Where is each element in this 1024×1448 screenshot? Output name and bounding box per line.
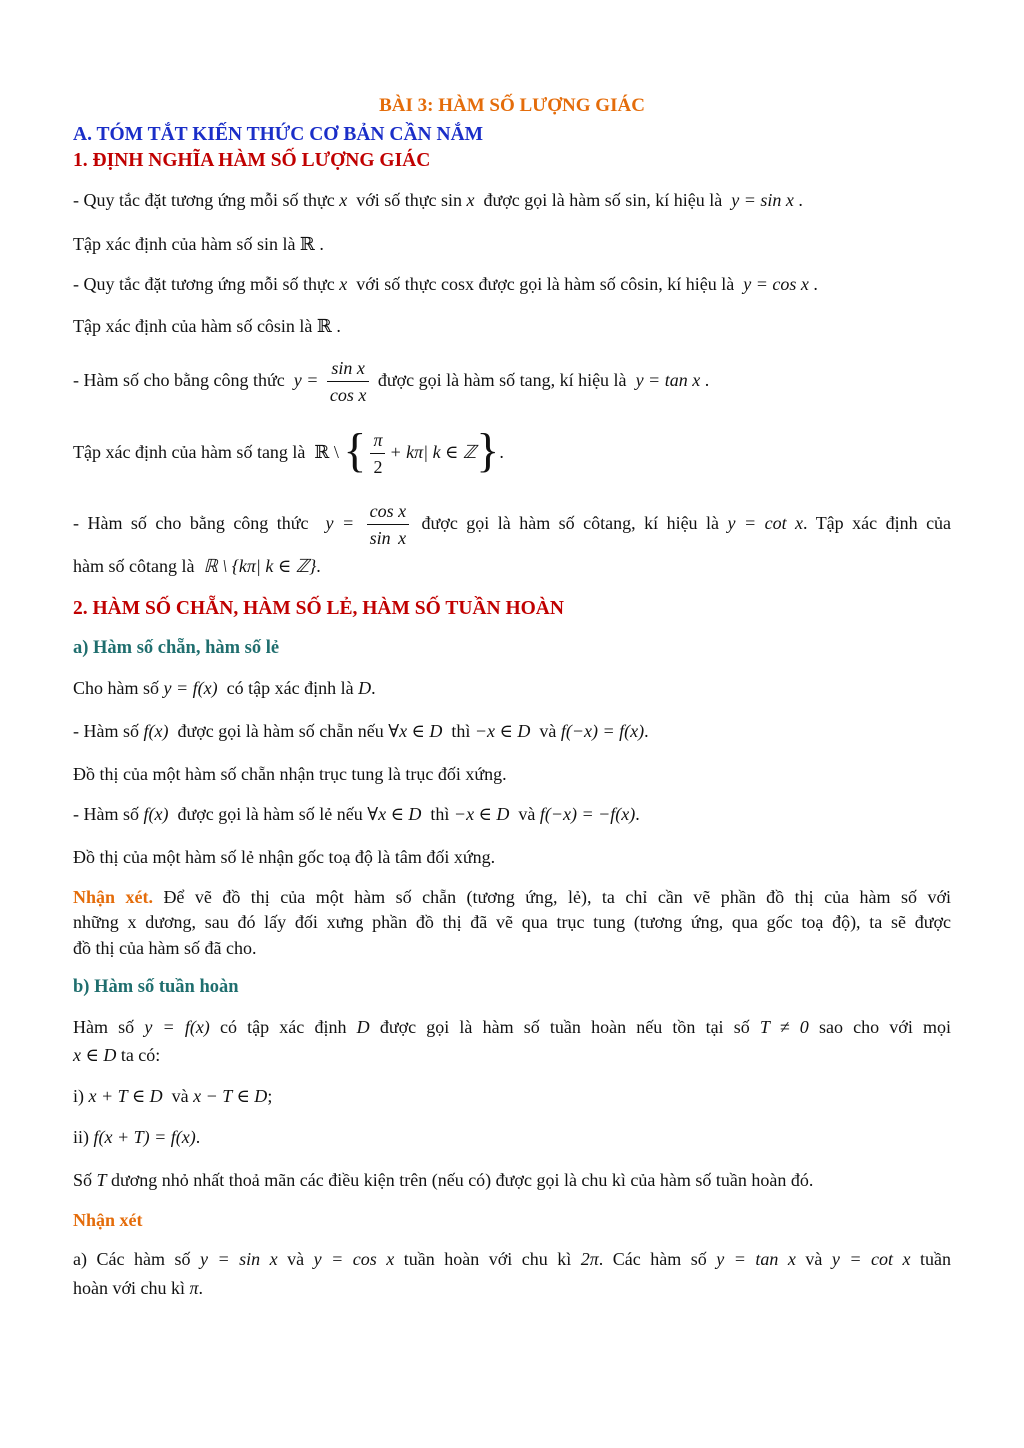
cos-definition: - Quy tắc đặt tương ứng mỗi số thực x với số thực cosx được gọi là hàm số côsin, kí hiệu là y = cos x . <box>73 274 818 294</box>
section-2-heading: 2. HÀM SỐ CHẴN, HÀM SỐ LẺ, HÀM SỐ TUẦN HOÀN <box>73 598 564 619</box>
tan-fraction: $\frac{\text{sin x}}{\text{cos x}}$ <box>327 358 369 406</box>
cos-domain: Tập xác định của hàm số côsin là ℝ . <box>73 316 341 336</box>
section-a-heading: A. TÓM TẮT KIẾN THỨC CƠ BẢN CẦN NẮM <box>73 124 484 145</box>
condition-ii: ii) f(x + T) = f(x). <box>73 1127 201 1147</box>
even-definition: - Hàm số f(x) được gọi là hàm số chẵn nếu ∀x ∈ D thì −x ∈ D và f(−x) = f(x). <box>73 721 649 741</box>
cot-fraction: $\frac{\text{cos x}}{\text{sin x}}$ <box>367 501 409 549</box>
sin-domain: Tập xác định của hàm số sin là ℝ . <box>73 234 324 254</box>
subsection-b-heading: b) Hàm số tuần hoàn <box>73 977 239 997</box>
odd-definition: - Hàm số f(x) được gọi là hàm số lẻ nếu ∀x ∈ D thì −x ∈ D và f(−x) = −f(x). <box>73 804 640 824</box>
odd-graph-note: Đồ thị của một hàm số lẻ nhận gốc toạ độ là tâm đối xứng. <box>73 847 496 867</box>
even-graph-note: Đồ thị của một hàm số chẵn nhận trục tung là trục đối xứng. <box>73 764 507 784</box>
condition-i: i) x + T ∈ D và x − T ∈ D; <box>73 1086 273 1106</box>
cot-formula: y = cot x <box>727 513 804 533</box>
period-definition: Số T dương nhỏ nhất thoả mãn các điều kiện trên (nếu có) được gọi là chu kì của hàm số tuần hoàn đó. <box>73 1170 814 1190</box>
remark-2-label: Nhận xét <box>73 1210 143 1230</box>
page-title: BÀI 3: HÀM SỐ LƯỢNG GIÁC <box>379 95 645 116</box>
cot-domain: hàm số côtang là ℝ \ {kπ| k ∈ ℤ}. <box>73 556 321 576</box>
cos-formula: y = cos x <box>743 274 809 294</box>
remark-1-label: Nhận xét. <box>73 887 153 907</box>
tan-definition: - Hàm số cho bằng công thức y = $\frac{\text{sin x}}{\text{cos x}}$ được gọi là hàm số tang, kí hiệu là y = tan x . <box>73 357 710 406</box>
remark-1-line-1: Nhận xét. Để vẽ đồ thị của một hàm số chẵn (tương ứng, lẻ), ta chỉ cần vẽ phần đồ thị của hàm số với <box>73 887 951 907</box>
pi-half-fraction: $\frac{\pi}{2}$ <box>370 430 385 478</box>
remark-1-line-3: đồ thị của hàm số đã cho. <box>73 938 257 958</box>
sin-definition: - Quy tắc đặt tương ứng mỗi số thực x với số thực sin x được gọi là hàm số sin, kí hiệu là y = sin x . <box>73 190 803 210</box>
tan-domain: Tập xác định của hàm số tang là ℝ \ { $\frac{\pi}{2}$ + kπ| k ∈ ℤ}. <box>73 423 504 478</box>
cot-definition: - Hàm số cho bằng công thức y = $\frac{\text{cos x}}{\text{sin x}}$ được gọi là hàm số côtang, kí hiệu là y = cot x. Tập xác định của <box>73 500 952 549</box>
periodic-definition-line-2: x ∈ D ta có: <box>73 1045 161 1065</box>
subsection-a-heading: a) Hàm số chẵn, hàm số lẻ <box>73 638 280 658</box>
remark-2-line-2: hoàn với chu kì π. <box>73 1278 204 1298</box>
remark-1-line-2: những x dương, sau đó lấy đối xưng phần đồ thị đã vẽ qua trục tung (tương ứng, qua gốc toạ độ), ta sẽ được <box>73 912 951 932</box>
periodic-definition: Hàm số y = f(x) có tập xác định D được gọi là hàm số tuần hoàn nếu tồn tại số T ≠ 0 sao cho với mọi <box>73 1017 951 1037</box>
remark-2-line-1: a) Các hàm số y = sin x và y = cos x tuần hoàn với chu kì 2π. Các hàm số y = tan x và y = cot x tuần <box>73 1249 951 1269</box>
tan-formula: y = tan x <box>635 370 701 390</box>
given-function: Cho hàm số y = f(x) có tập xác định là D. <box>73 678 376 698</box>
sin-formula: y = sin x <box>731 190 794 210</box>
section-1-heading: 1. ĐỊNH NGHĨA HÀM SỐ LƯỢNG GIÁC <box>73 150 431 171</box>
